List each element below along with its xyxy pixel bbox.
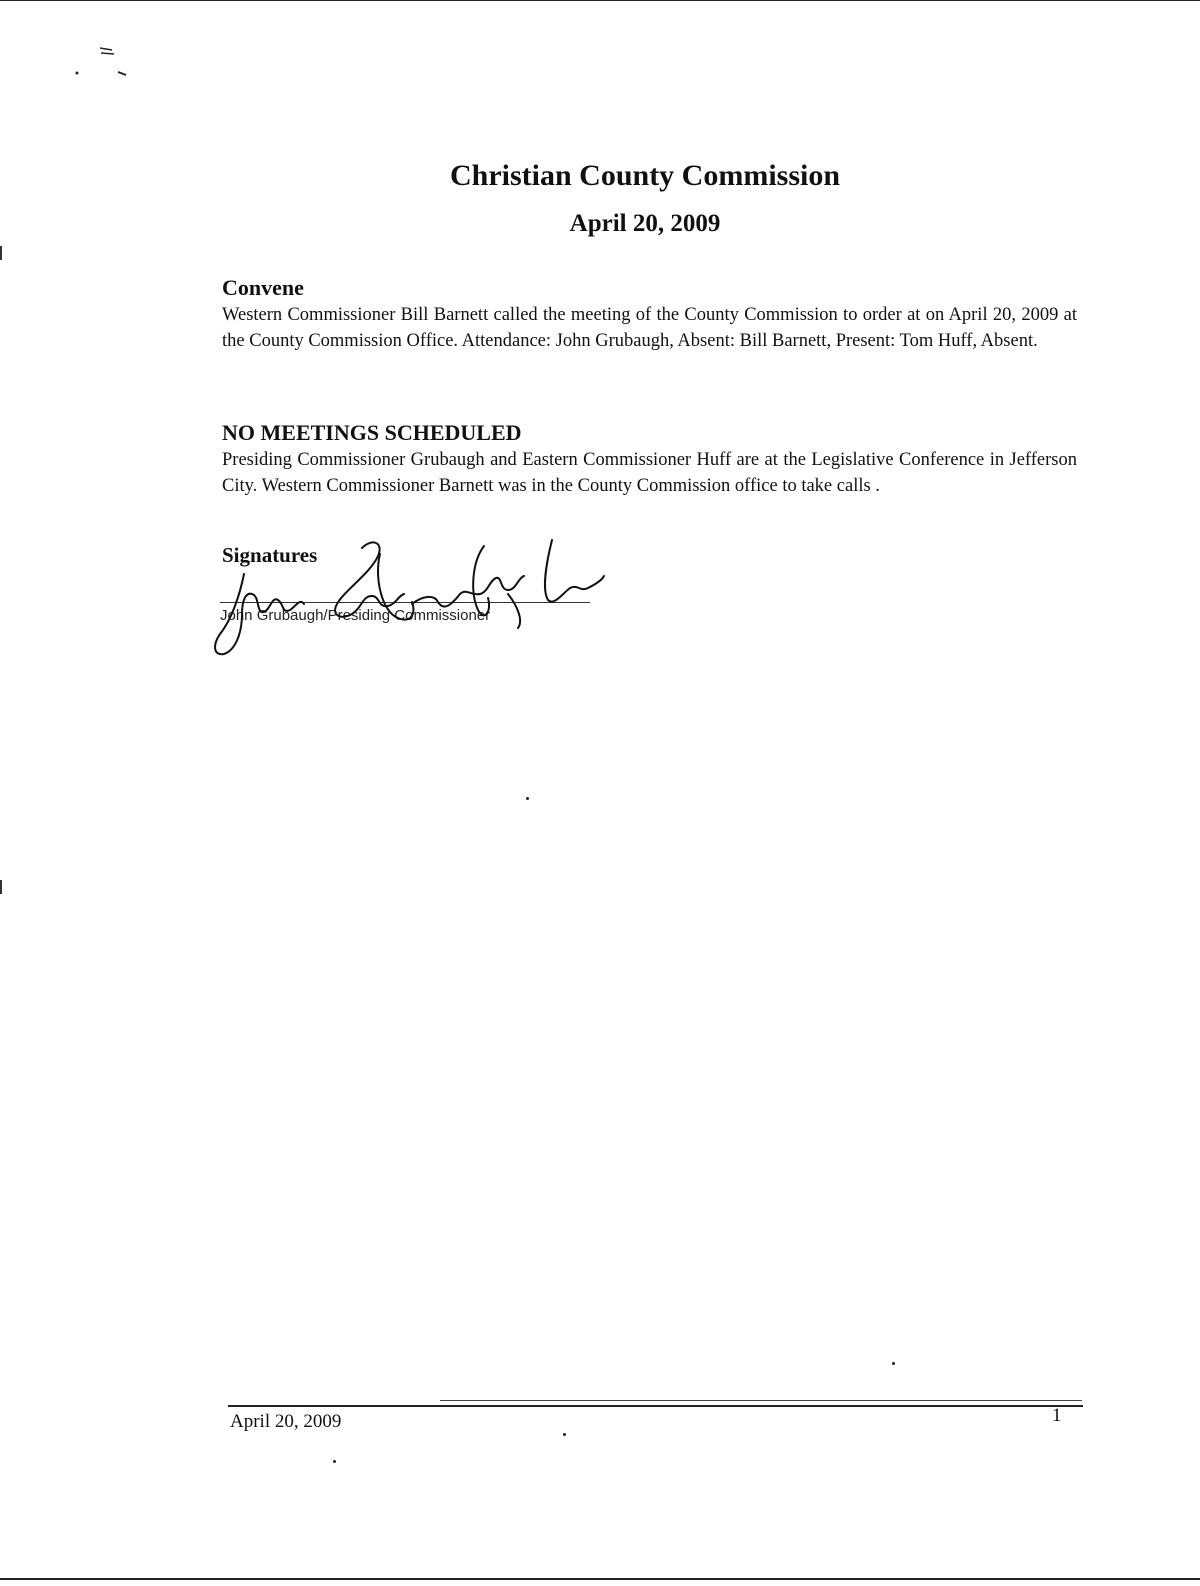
signatures-heading: Signatures — [222, 543, 318, 567]
section-no-meetings — [222, 421, 1077, 499]
document-title: Christian County Commission — [449, 159, 841, 192]
section-body: Western Commissioner Bill Barnett called the meeting of the County Commission to order at on April 20, 2009 at the County Commission Office. Attendance: John Grubaugh, Absent: Bill Barnett, Present: Tom Huff, Absent. — [222, 305, 1077, 351]
section-body: Presiding Commissioner Grubaugh and Eastern Commissioner Huff are at the Legislative Conference in Jefferson City. Western Commissioner Barnett was in the County Commission office to take calls . — [222, 450, 1077, 496]
page-top-edge — [0, 0, 1200, 1]
footer-rule — [228, 1405, 1083, 1407]
signature-block — [212, 534, 612, 664]
signature-caption: John Grubaugh/Presiding Commissioner — [220, 607, 491, 624]
page-bottom-edge — [0, 1578, 1200, 1580]
page-number: 1 — [1052, 1405, 1062, 1426]
footer-rule-upper — [440, 1400, 1082, 1401]
scan-marks — [70, 40, 150, 90]
section-heading: NO MEETINGS SCHEDULED — [222, 420, 522, 445]
scan-speck — [333, 1460, 336, 1463]
scan-speck — [526, 797, 529, 800]
scan-edge-mark — [0, 880, 2, 894]
section-heading: Convene — [222, 275, 304, 300]
handwritten-signature — [212, 534, 612, 664]
section-convene — [222, 276, 1077, 354]
scan-speck — [563, 1433, 566, 1436]
scan-speck — [892, 1362, 895, 1365]
footer-date: April 20, 2009 — [230, 1411, 342, 1432]
scan-edge-mark — [0, 246, 2, 260]
document-date: April 20, 2009 — [569, 210, 721, 237]
